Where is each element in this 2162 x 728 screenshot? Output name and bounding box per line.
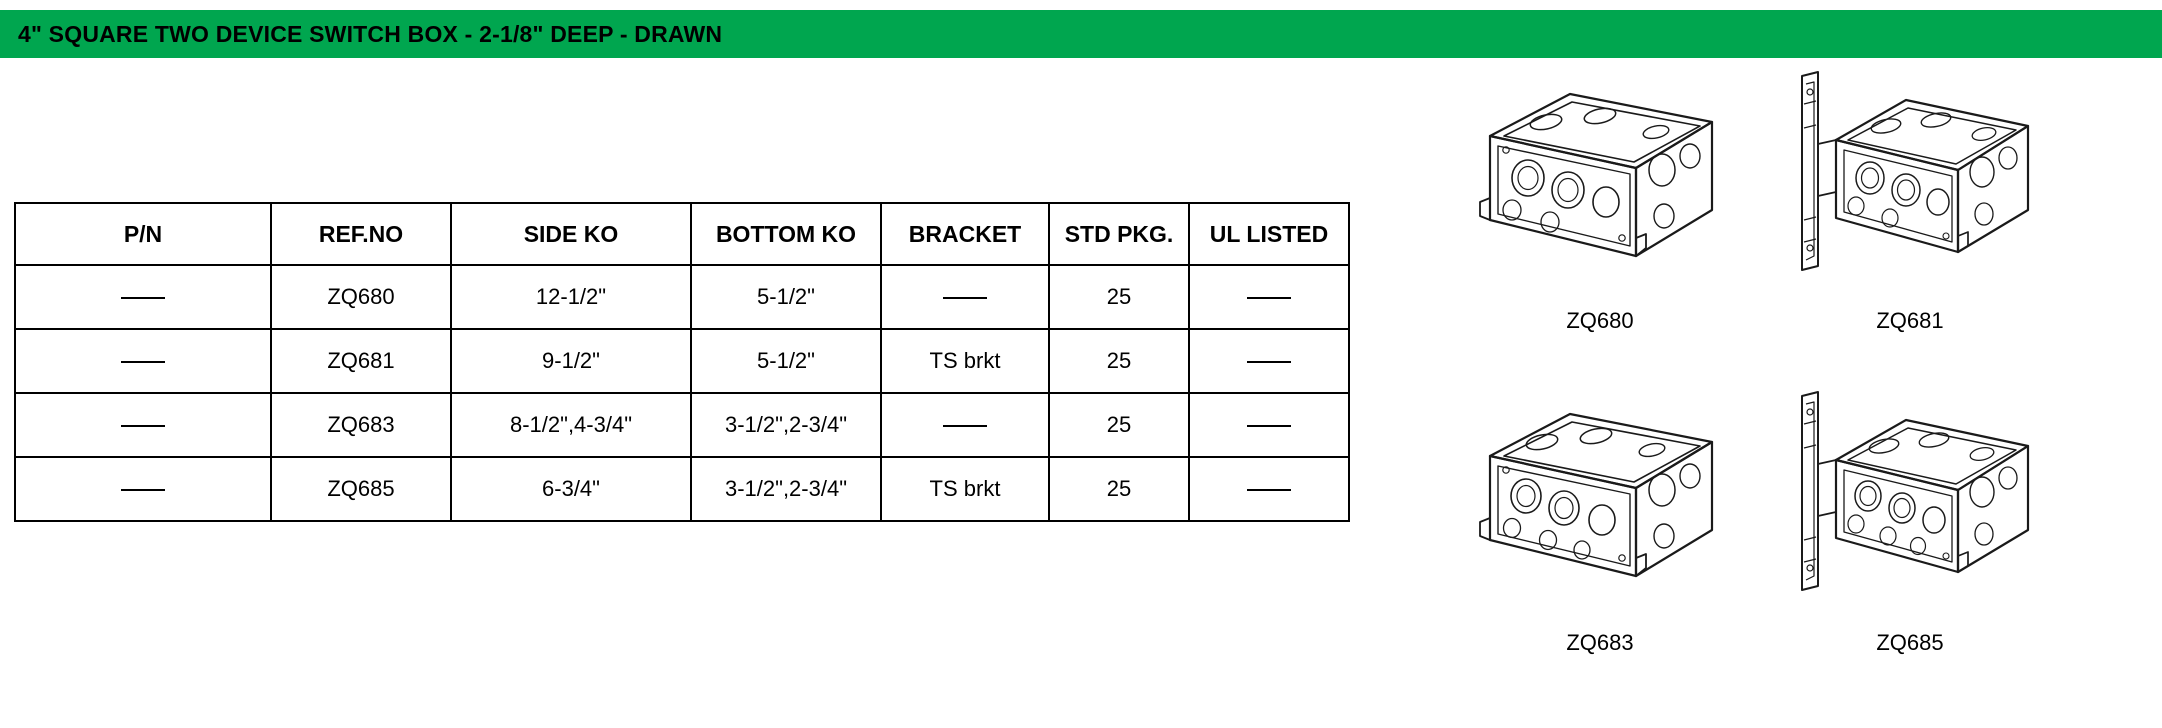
column-header-pn: P/N [15,203,271,265]
cell-bracket: TS brkt [881,329,1049,393]
column-header-bottom-ko: BOTTOM KO [691,203,881,265]
column-header-ul-listed: UL LISTED [1189,203,1349,265]
switch-box-with-bracket-icon [1760,390,2060,620]
dash-mark [121,361,165,363]
cell-pn [15,457,271,521]
dash-mark [1247,489,1291,491]
cell-bottom-ko: 3-1/2",2-3/4" [691,457,881,521]
page-header-banner [0,10,2162,58]
cell-ul-listed [1189,393,1349,457]
switch-box-no-bracket-icon [1450,390,1750,620]
table-row [15,265,1349,329]
figure-zq680 [1450,70,1750,334]
cell-bracket [881,393,1049,457]
dash-mark [121,489,165,491]
cell-ul-listed [1189,329,1349,393]
product-illustrations [1440,70,2140,720]
table-row [15,329,1349,393]
cell-std-pkg: 25 [1049,393,1189,457]
dash-mark [1247,425,1291,427]
dash-mark [943,425,987,427]
figure-zq685 [1760,390,2060,656]
cell-ul-listed [1189,457,1349,521]
cell-ul-listed [1189,265,1349,329]
cell-bottom-ko: 3-1/2",2-3/4" [691,393,881,457]
cell-side-ko: 8-1/2",4-3/4" [451,393,691,457]
switch-box-no-bracket-icon [1450,70,1750,300]
column-header-side-ko: SIDE KO [451,203,691,265]
figure-zq683 [1450,390,1750,656]
cell-bracket: TS brkt [881,457,1049,521]
dash-mark [1247,361,1291,363]
spec-table-container [14,202,1350,522]
switch-box-with-bracket-icon [1760,70,2060,300]
column-header-bracket: BRACKET [881,203,1049,265]
cell-pn [15,329,271,393]
dash-mark [1247,297,1291,299]
cell-ref-no: ZQ681 [271,329,451,393]
cell-side-ko: 9-1/2" [451,329,691,393]
table-row [15,393,1349,457]
dash-mark [121,425,165,427]
cell-bottom-ko: 5-1/2" [691,265,881,329]
column-header-ref-no: REF.NO [271,203,451,265]
cell-bottom-ko: 5-1/2" [691,329,881,393]
cell-ref-no: ZQ685 [271,457,451,521]
cell-pn [15,265,271,329]
dash-mark [943,297,987,299]
figure-label: ZQ680 [1566,308,1634,333]
figure-zq681 [1760,70,2060,334]
figure-label: ZQ683 [1566,630,1634,655]
spec-table [14,202,1350,522]
figure-label: ZQ681 [1876,308,1944,333]
cell-ref-no: ZQ680 [271,265,451,329]
cell-bracket [881,265,1049,329]
page-title: 4" SQUARE TWO DEVICE SWITCH BOX - 2-1/8" DEEP - DRAWN [18,20,723,47]
figure-label: ZQ685 [1876,630,1944,655]
table-row [15,457,1349,521]
cell-std-pkg: 25 [1049,265,1189,329]
table-header-row [15,203,1349,265]
cell-side-ko: 12-1/2" [451,265,691,329]
cell-pn [15,393,271,457]
cell-side-ko: 6-3/4" [451,457,691,521]
column-header-std-pkg: STD PKG. [1049,203,1189,265]
cell-std-pkg: 25 [1049,329,1189,393]
dash-mark [121,297,165,299]
cell-std-pkg: 25 [1049,457,1189,521]
cell-ref-no: ZQ683 [271,393,451,457]
